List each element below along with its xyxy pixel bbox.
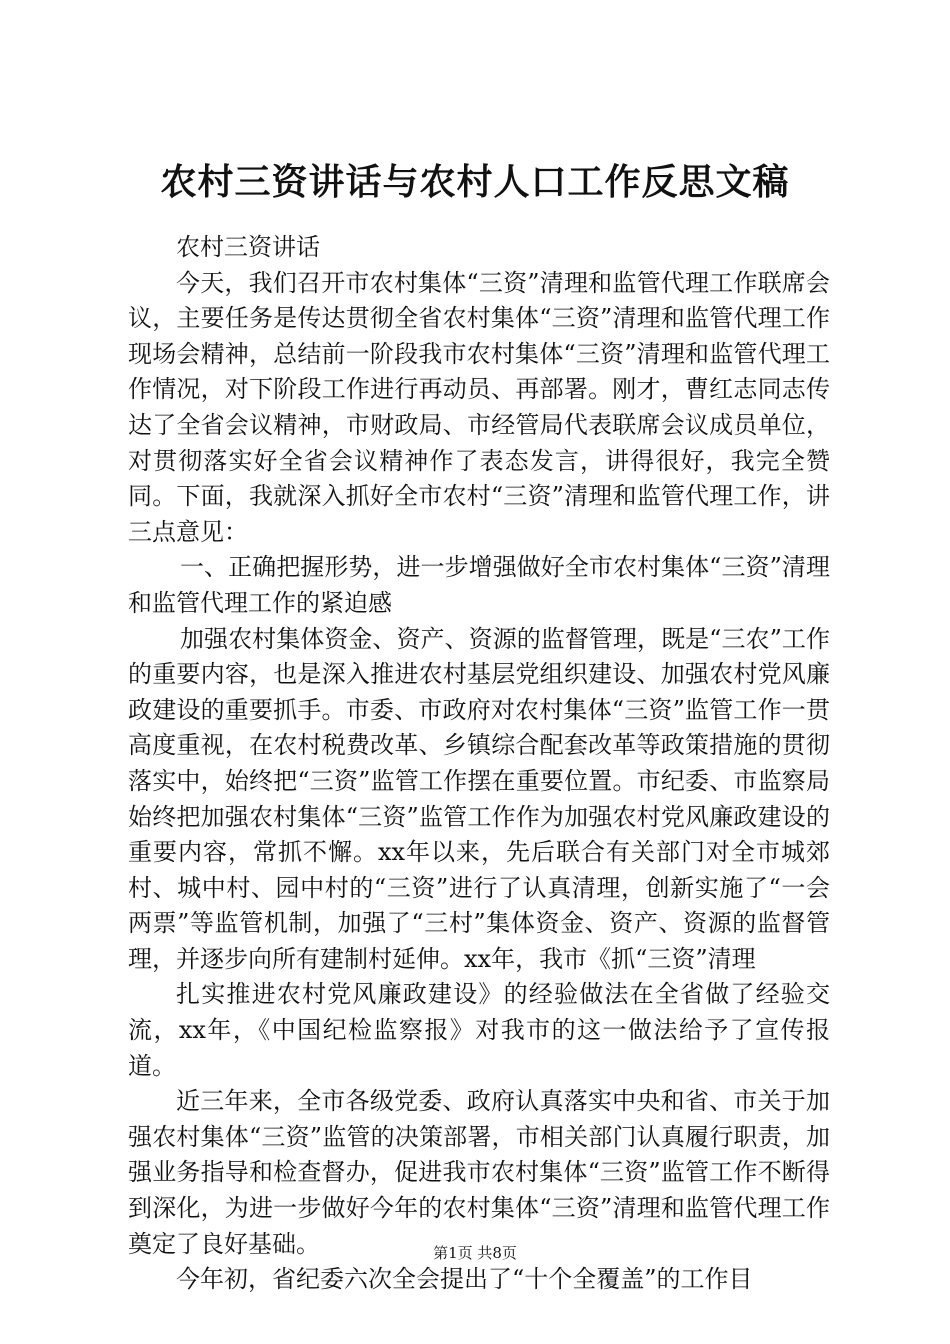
body-paragraph: 今天，我们召开市农村集体“三资”清理和监管代理工作联席会议，主要任务是传达贯彻全省农村集体“三资”清理和监管代理工作现场会精神，总结前一阶段我市农村集体“三资”清理和监管代理工作情况，对下阶段工作进行再动员、再部署。刚才，曹红志同志传达了全省会议精神，市财政局、市经管局代表联席会议成员单位，对贯彻落实好全省会议精神作了表态发言，讲得很好，我完全赞同。下面，我就深入抓好全市农村“三资”清理和监管代理工作，讲三点意见： — [128, 268, 830, 546]
body-paragraph: 今年初，省纪委六次全会提出了“十个全覆盖”的工作目 — [176, 1265, 753, 1294]
body-paragraph: 近三年来，全市各级党委、政府认真落实中央和省、市关于加强农村集体“三资”监管的决策部署，市相关部门认真履行职责，加强业务指导和检查督办，促进我市农村集体“三资”监管工作不断得到深化，为进一步做好今年的农村集体“三资”清理和监管代理工作奠定了良好基础。 — [128, 1087, 830, 1258]
document-body — [128, 230, 830, 1298]
page-number-footer: 第1页 共8页 — [433, 1244, 517, 1262]
body-paragraph: 扎实推进农村党风廉政建设》的经验做法在全省做了经验交流，xx年，《中国纪检监察报》对我市的这一做法给予了宣传报道。 — [128, 980, 830, 1080]
section-heading: 农村三资讲话 — [176, 233, 320, 261]
body-heading-point-one: 一、正确把握形势，进一步增强做好全市农村集体“三资”清理和监管代理工作的紧迫感 — [128, 553, 830, 617]
document-title: 农村三资讲话与农村人口工作反思文稿 — [160, 161, 790, 203]
body-paragraph: 加强农村集体资金、资产、资源的监督管理，既是“三农”工作的重要内容，也是深入推进农村基层党组织建设、加强农村党风廉政建设的重要抓手。市委、市政府对农村集体“三资”监管工作一贯高度重视，在农村税费改革、乡镇综合配套改革等政策措施的贯彻落实中，始终把“三资”监管工作摆在重要位置。市纪委、市监察局始终把加强农村集体“三资”监管工作作为加强农村党风廉政建设的重要内容，常抓不懈。xx年以来，先后联合有关部门对全市城郊村、城中村、园中村的“三资”进行了认真清理，创新实施了“一会两票”等监管机制，加强了“三村”集体资金、资产、资源的监督管理，并逐步向所有建制村延伸。xx年，我市《抓“三资”清理 — [128, 624, 830, 973]
